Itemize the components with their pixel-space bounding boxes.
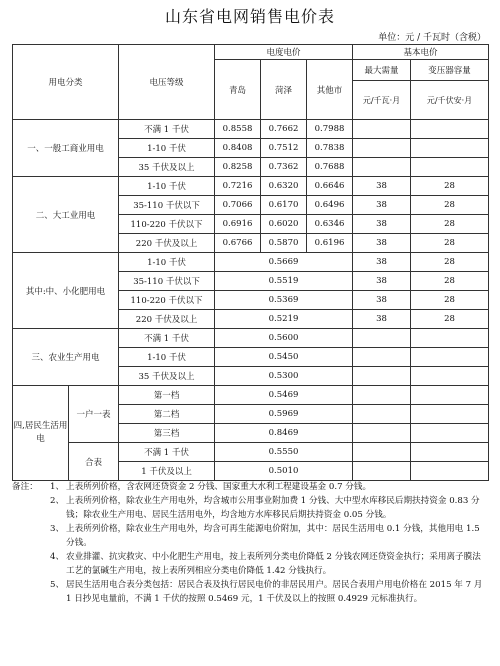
- transformer-cell: 28: [411, 215, 489, 234]
- transformer-cell: [411, 462, 489, 481]
- transformer-cell: [411, 443, 489, 462]
- header-transformer-unit: 元/千伏安·月: [411, 81, 489, 120]
- price-cell: 0.7362: [261, 158, 307, 177]
- header-kwh-price: 电度电价: [215, 45, 353, 60]
- transformer-cell: 28: [411, 272, 489, 291]
- max-demand-cell: 38: [353, 215, 411, 234]
- price-cell: 0.6766: [215, 234, 261, 253]
- voltage-cell: 第三档: [119, 424, 215, 443]
- category-cell: 一、一般工商业用电: [13, 120, 119, 177]
- voltage-cell: 1-10 千伏: [119, 177, 215, 196]
- price-cell: 0.8258: [215, 158, 261, 177]
- price-cell: 0.5669: [215, 253, 353, 272]
- price-cell: 0.5600: [215, 329, 353, 348]
- max-demand-cell: [353, 443, 411, 462]
- transformer-cell: [411, 329, 489, 348]
- note-item: [12, 578, 488, 606]
- table-row: [13, 120, 489, 139]
- max-demand-cell: [353, 462, 411, 481]
- price-cell: 0.5519: [215, 272, 353, 291]
- header-max-demand-unit: 元/千瓦·月: [353, 81, 411, 120]
- table-row: [13, 329, 489, 348]
- price-cell: 0.5550: [215, 443, 353, 462]
- max-demand-cell: 38: [353, 177, 411, 196]
- header-category: 用电分类: [13, 45, 119, 120]
- price-cell: 0.5469: [215, 386, 353, 405]
- note-item: [12, 550, 488, 578]
- note-number: 5、: [50, 580, 65, 590]
- max-demand-cell: [353, 120, 411, 139]
- header-heze: 菏泽: [261, 60, 307, 120]
- voltage-cell: 220 千伏及以上: [119, 310, 215, 329]
- notes-label: 备注：: [12, 482, 38, 492]
- max-demand-cell: [353, 367, 411, 386]
- notes-section: [12, 480, 488, 606]
- category-cell: 二、大工业用电: [13, 177, 119, 253]
- note-text: 居民生活用电合表分类包括：居民合表及执行居民电价的非居民用户。居民合表用户用电价格在 2015 年 7 月 1 日抄见电量前，不满 1 千伏的按照 0.5469 元，1 千伏及以上的按照 0.4929 元标准执行。: [66, 580, 483, 604]
- voltage-cell: 35-110 千伏以下: [119, 196, 215, 215]
- price-cell: 0.7662: [261, 120, 307, 139]
- price-cell: 0.6196: [307, 234, 353, 253]
- price-cell: 0.6170: [261, 196, 307, 215]
- header-voltage: 电压等级: [119, 45, 215, 120]
- voltage-cell: 35 千伏及以上: [119, 367, 215, 386]
- max-demand-cell: [353, 424, 411, 443]
- transformer-cell: 28: [411, 291, 489, 310]
- note-number: 4、: [50, 552, 65, 562]
- max-demand-cell: [353, 386, 411, 405]
- price-cell: 0.5010: [215, 462, 353, 481]
- voltage-cell: 110-220 千伏以下: [119, 215, 215, 234]
- price-cell: 0.7066: [215, 196, 261, 215]
- header-transformer: 变压器容量: [411, 60, 489, 81]
- transformer-cell: [411, 405, 489, 424]
- max-demand-cell: [353, 139, 411, 158]
- voltage-cell: 1 千伏及以上: [119, 462, 215, 481]
- price-cell: 0.5369: [215, 291, 353, 310]
- max-demand-cell: 38: [353, 291, 411, 310]
- voltage-cell: 不满 1 千伏: [119, 329, 215, 348]
- max-demand-cell: 38: [353, 253, 411, 272]
- subcategory-cell: 合表: [69, 443, 119, 481]
- category-cell: 其中:中、小化肥用电: [13, 253, 119, 329]
- transformer-cell: [411, 386, 489, 405]
- price-cell: 0.5300: [215, 367, 353, 386]
- transformer-cell: [411, 424, 489, 443]
- category-cell: 三、农业生产用电: [13, 329, 119, 386]
- note-text: 上表所列价格，含农网还贷资金 2 分钱、国家重大水利工程建设基金 0.7 分钱。: [66, 482, 372, 492]
- voltage-cell: 第二档: [119, 405, 215, 424]
- note-text: 上表所列价格，除农业生产用电外，均含可再生能源电价附加，其中：居民生活用电 0.1 分钱，其他用电 1.5 分钱。: [66, 524, 480, 548]
- unit-label: 单位：元 / 千瓦时（含税）: [378, 33, 486, 43]
- voltage-cell: 110-220 千伏以下: [119, 291, 215, 310]
- transformer-cell: 28: [411, 177, 489, 196]
- header-other-cities: 其他市: [307, 60, 353, 120]
- price-cell: 0.8408: [215, 139, 261, 158]
- transformer-cell: [411, 158, 489, 177]
- page-title: 山东省电网销售电价表: [164, 7, 335, 26]
- transformer-cell: [411, 348, 489, 367]
- subcategory-cell: 一户一表: [69, 386, 119, 443]
- price-cell: 0.8558: [215, 120, 261, 139]
- note-item: [12, 494, 488, 522]
- price-cell: 0.6346: [307, 215, 353, 234]
- transformer-cell: [411, 139, 489, 158]
- note-number: 3、: [50, 524, 65, 534]
- price-cell: 0.8469: [215, 424, 353, 443]
- max-demand-cell: 38: [353, 196, 411, 215]
- max-demand-cell: [353, 158, 411, 177]
- header-qingdao: 青岛: [215, 60, 261, 120]
- note-number: 2、: [50, 496, 65, 506]
- max-demand-cell: 38: [353, 310, 411, 329]
- note-text: 农业排灌、抗灾救灾、中小化肥生产用电，按上表所列分类电价降低 2 分钱农网还贷资金执行；采用离子膜法工艺的氯碱生产用电，按上表所列相应分类电价降低 1.42 分钱执行。: [66, 552, 481, 576]
- table-row: [13, 253, 489, 272]
- max-demand-cell: 38: [353, 234, 411, 253]
- price-cell: 0.6646: [307, 177, 353, 196]
- voltage-cell: 35-110 千伏以下: [119, 272, 215, 291]
- price-cell: 0.7988: [307, 120, 353, 139]
- max-demand-cell: [353, 405, 411, 424]
- price-cell: 0.6020: [261, 215, 307, 234]
- transformer-cell: 28: [411, 196, 489, 215]
- price-cell: 0.5870: [261, 234, 307, 253]
- transformer-cell: 28: [411, 310, 489, 329]
- transformer-cell: [411, 367, 489, 386]
- table-row: [13, 177, 489, 196]
- price-cell: 0.6320: [261, 177, 307, 196]
- price-cell: 0.7688: [307, 158, 353, 177]
- price-cell: 0.5219: [215, 310, 353, 329]
- max-demand-cell: [353, 348, 411, 367]
- price-cell: 0.5450: [215, 348, 353, 367]
- voltage-cell: 35 千伏及以上: [119, 158, 215, 177]
- transformer-cell: 28: [411, 253, 489, 272]
- max-demand-cell: 38: [353, 272, 411, 291]
- voltage-cell: 220 千伏及以上: [119, 234, 215, 253]
- table-row: [13, 386, 489, 405]
- price-cell: 0.5969: [215, 405, 353, 424]
- header-max-demand: 最大需量: [353, 60, 411, 81]
- note-item: [12, 522, 488, 550]
- price-cell: 0.7838: [307, 139, 353, 158]
- table-row: [13, 443, 489, 462]
- note-number: 1、: [50, 482, 65, 492]
- transformer-cell: [411, 120, 489, 139]
- voltage-cell: 第一档: [119, 386, 215, 405]
- voltage-cell: 不满 1 千伏: [119, 443, 215, 462]
- max-demand-cell: [353, 329, 411, 348]
- category-cell: 四,居民生活用电: [13, 386, 69, 481]
- price-cell: 0.6916: [215, 215, 261, 234]
- header-basic-price: 基本电价: [353, 45, 489, 60]
- note-text: 上表所列价格，除农业生产用电外，均含城市公用事业附加费 1 分钱、大中型水库移民后期扶持资金 0.83 分钱；除农业生产用电、居民生活用电外，均含地方水库移民后期扶持资金 0.05 分钱。: [66, 496, 480, 520]
- price-table: [12, 44, 489, 481]
- voltage-cell: 1-10 千伏: [119, 253, 215, 272]
- price-cell: 0.7216: [215, 177, 261, 196]
- transformer-cell: 28: [411, 234, 489, 253]
- voltage-cell: 1-10 千伏: [119, 348, 215, 367]
- price-cell: 0.6496: [307, 196, 353, 215]
- note-item: [12, 480, 488, 494]
- voltage-cell: 1-10 千伏: [119, 139, 215, 158]
- voltage-cell: 不满 1 千伏: [119, 120, 215, 139]
- price-cell: 0.7512: [261, 139, 307, 158]
